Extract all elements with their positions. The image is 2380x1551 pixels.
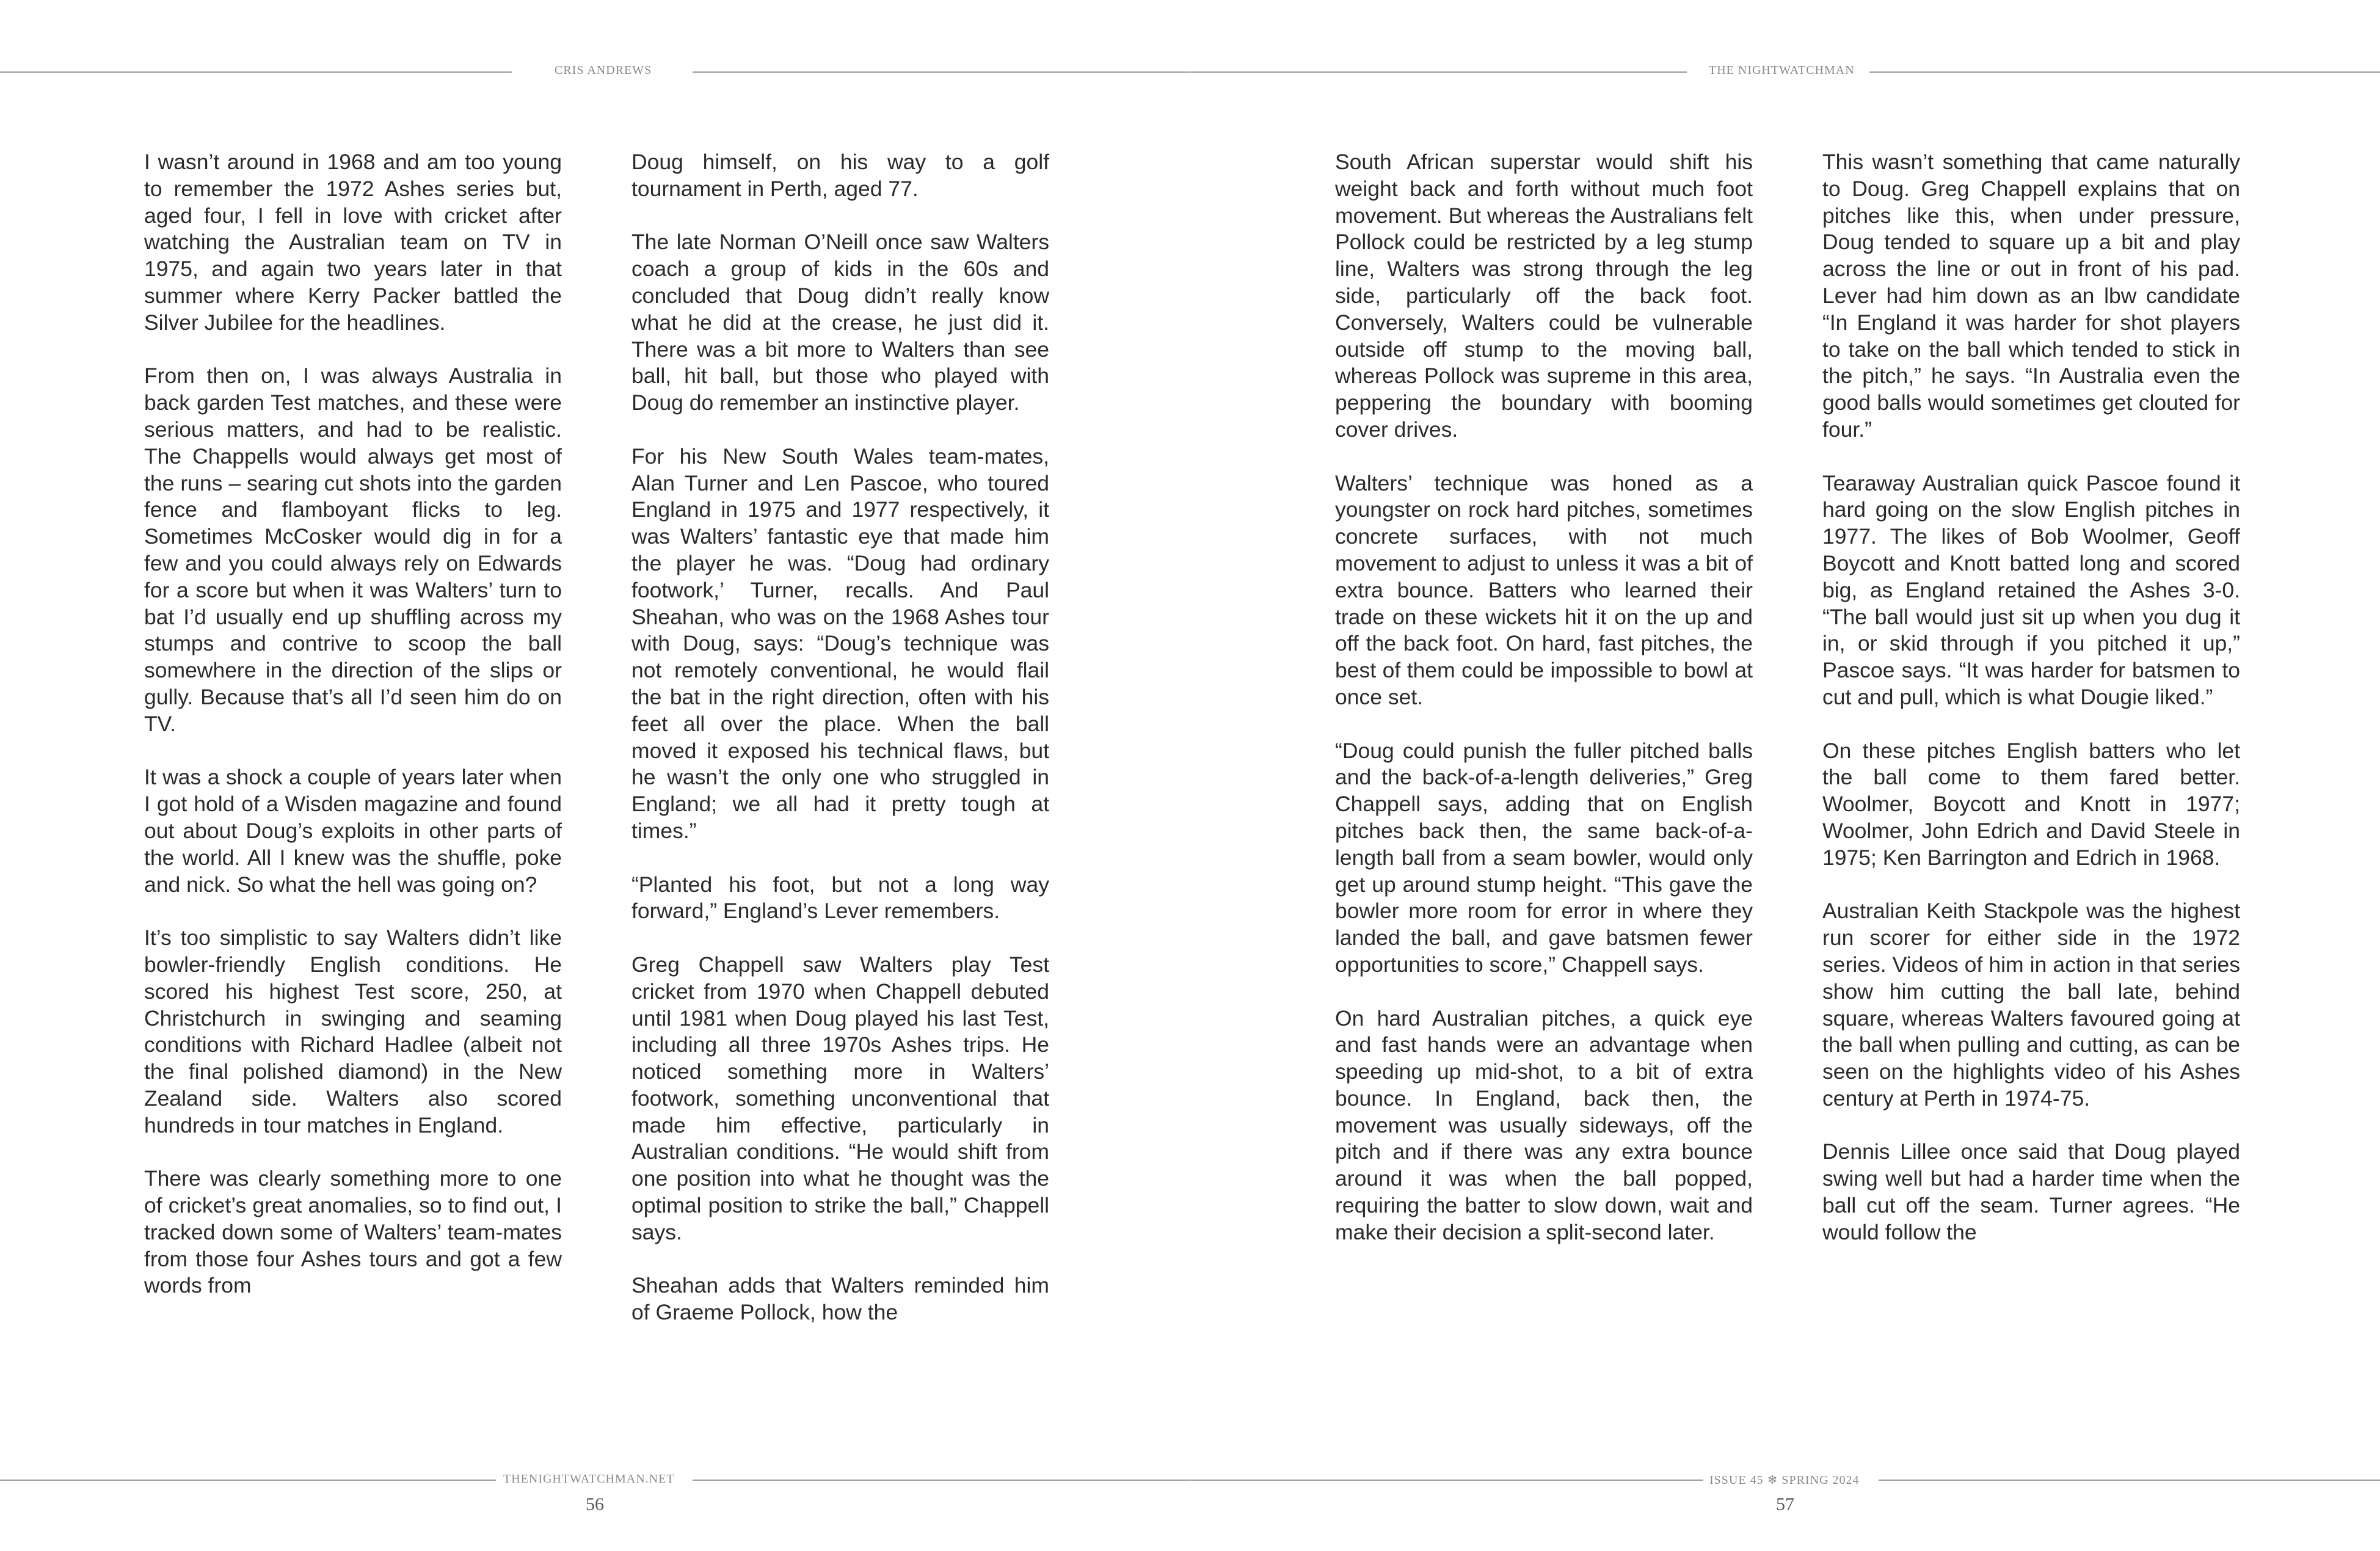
header-rule-left — [0, 71, 512, 73]
paragraph: The late Norman O’Neill once saw Walters coach a group of kids in the 60s and concluded that Doug didn’t really know what he did at the crease, he just did it. There was a bit more to Walters than see ball, hit ball, but those who played with Doug do remember an instinctive player. — [631, 230, 1049, 415]
paragraph: Walters’ technique was honed as a youngster on rock hard pitches, sometimes concrete surfaces, with not much movement to adjust to unless it was a bit of extra bounce. Batters who learned their trade on these wickets hit it on the up and off the back foot. On hard, fast pitches, the best of them could be impossible to bowl at once set. — [1335, 470, 1753, 709]
footer-rule-left — [0, 1480, 496, 1481]
running-head-title: THE NIGHTWATCHMAN — [1709, 64, 1855, 77]
paragraph: For his New South Wales team-mates, Alan Turner and Len Pascoe, who toured England in 1975 and 1977 respectively, it was Walters’ fantastic eye that made him the player he was. “Doug had ordinary footwork,’ Turner, recalls. And Paul Sheahan, who was on the 1968 Ashes tour with Doug, says: “Doug’s technique was not remotely conventional, he would flail the bat in the right direction, often with his feet all over the place. When the ball moved it exposed his technical flaws, but he wasn’t the only one who struggled in England; we all had it pretty tough at times.” — [631, 443, 1049, 843]
paragraph: “Planted his foot, but not a long way forward,” England’s Lever remembers. — [631, 872, 1049, 924]
footer-rule-center — [693, 1480, 1190, 1481]
paragraph: It was a shock a couple of years later when I got hold of a Wisden magazine and found out about Doug’s exploits in other parts of the world. All I knew was the shuffle, poke and nick. So what the hell was going on? — [144, 765, 562, 897]
footer-rule-right — [1879, 1480, 2380, 1481]
paragraph: There was clearly something more to one of cricket’s great anomalies, so to find out, I tracked down some of Walters’ team-mates from those four Ashes tours and got a few words from — [144, 1166, 562, 1298]
text-column-3 — [1335, 149, 1753, 1246]
paragraph: Australian Keith Stackpole was the highest run scorer for either side in the 1972 series. Videos of him in action in that series show him cutting the ball late, behind square, whereas Walters favoured going at the ball when pulling and cutting, as can be seen on the highlights video of his Ashes century at Perth in 1974-75. — [1822, 899, 2240, 1111]
page-number: 57 — [1776, 1494, 1794, 1514]
footer-rule-left — [1190, 1480, 1703, 1481]
paragraph: “Doug could punish the fuller pitched balls and the back-of-a-length deliveries,” Greg Chappell says, adding that on English pitches back then, the same back-of-a-length ball from a seam bowler, would only get up around stump height. “This gave the bowler more room for error in where they landed the ball, and gave batsmen fewer opportunities to score,” Chappell says. — [1335, 738, 1753, 977]
paragraph: Tearaway Australian quick Pascoe found it hard going on the slow English pitches in 1977. The likes of Bob Woolmer, Geoff Boycott and Knott batted long and scored big, as England retained the Ashes 3-0. “The ball would just sit up when you dug it in, or skid through if you pitched it up,” Pascoe says. “It was harder for batsmen to cut and pull, which is what Dougie liked.” — [1822, 470, 2240, 709]
paragraph: Sheahan adds that Walters reminded him of Graeme Pollock, how the — [631, 1273, 1049, 1325]
paragraph: South African superstar would shift his weight back and forth without much foot movement. But whereas the Australians felt Pollock could be restricted by a leg stump line, Walters was strong through the leg side, particularly off the back foot. Conversely, Walters could be vulnerable outside off stump to the moving ball, whereas Pollock was supreme in this area, peppering the boundary with booming cover drives. — [1335, 150, 1753, 442]
header-rule-right — [1869, 71, 2380, 73]
paragraph: On these pitches English batters who let the ball come to them fared better. Woolmer, Boycott and Knott in 1977; Woolmer, John Edrich and David Steele in 1975; Ken Barrington and Edrich in 1968. — [1822, 738, 2240, 870]
text-column-1 — [144, 149, 562, 1299]
page-number: 56 — [586, 1494, 604, 1514]
paragraph: Doug himself, on his way to a golf tournament in Perth, aged 77. — [631, 150, 1049, 201]
running-head-author: CRIS ANDREWS — [555, 64, 652, 77]
footer-website: THENIGHTWATCHMAN.NET — [503, 1472, 675, 1486]
text-column-4 — [1822, 149, 2240, 1246]
paragraph: Dennis Lillee once said that Doug played swing well but had a harder time when the ball cut off the seam. Turner agrees. “He would follow the — [1822, 1139, 2240, 1244]
header-rule-center — [693, 71, 1190, 73]
paragraph: From then on, I was always Australia in back garden Test matches, and these were serious matters, and had to be realistic. The Chappells would always get most of the runs – searing cut shots into the garden fence and flamboyant flicks to leg. Sometimes McCosker would dig in for a few and you could always rely on Edwards for a score but when it was Walters’ turn to bat I’d usually end up shuffling across my stumps and contrive to scoop the ball somewhere in the direction of the slips or gully. Because that’s all I’d seen him do on TV. — [144, 363, 562, 736]
paragraph: Greg Chappell saw Walters play Test cricket from 1970 when Chappell debuted until 1981 when Doug played his last Test, including all three 1970s Ashes trips. He noticed something more in Walters’ footwork, something unconventional that made him effective, particularly in Australian conditions. “He would shift from one position into what he thought was the optimal position to strike the ball,” Chappell says. — [631, 952, 1049, 1244]
paragraph: It’s too simplistic to say Walters didn’t like bowler-friendly English conditions. He scored his highest Test score, 250, at Christchurch in swinging and seaming conditions with Richard Hadlee (albeit not the final polished diamond) in the New Zealand side. Walters also scored hundreds in tour matches in England. — [144, 925, 562, 1137]
right-page — [1190, 0, 2380, 1551]
footer-issue: ISSUE 45 ❄ SPRING 2024 — [1709, 1473, 1860, 1487]
paragraph: This wasn’t something that came naturally to Doug. Greg Chappell explains that on pitches like this, when under pressure, Doug tended to square up a bit and play across the line or out in front of his pad. Lever had him down as an lbw candidate “In England it was harder for shot players to take on the ball which tended to stick in the pitch,” he says. “In Australia even the good balls would sometimes get clouted for four.” — [1822, 150, 2240, 442]
paragraph: I wasn’t around in 1968 and am too young to remember the 1972 Ashes series but, aged four, I fell in love with cricket after watching the Australian team on TV in 1975, and again two years later in that summer where Kerry Packer battled the Silver Jubilee for the headlines. — [144, 150, 562, 335]
header-rule-left — [1190, 71, 1687, 73]
paragraph: On hard Australian pitches, a quick eye and fast hands were an advantage when speeding up mid-shot, to a bit of extra bounce. In England, back then, the movement was usually sideways, off the pitch and if there was any extra bounce around it was when the ball popped, requiring the batter to slow down, wait and make their decision a split-second later. — [1335, 1005, 1753, 1244]
text-column-2 — [631, 149, 1049, 1326]
